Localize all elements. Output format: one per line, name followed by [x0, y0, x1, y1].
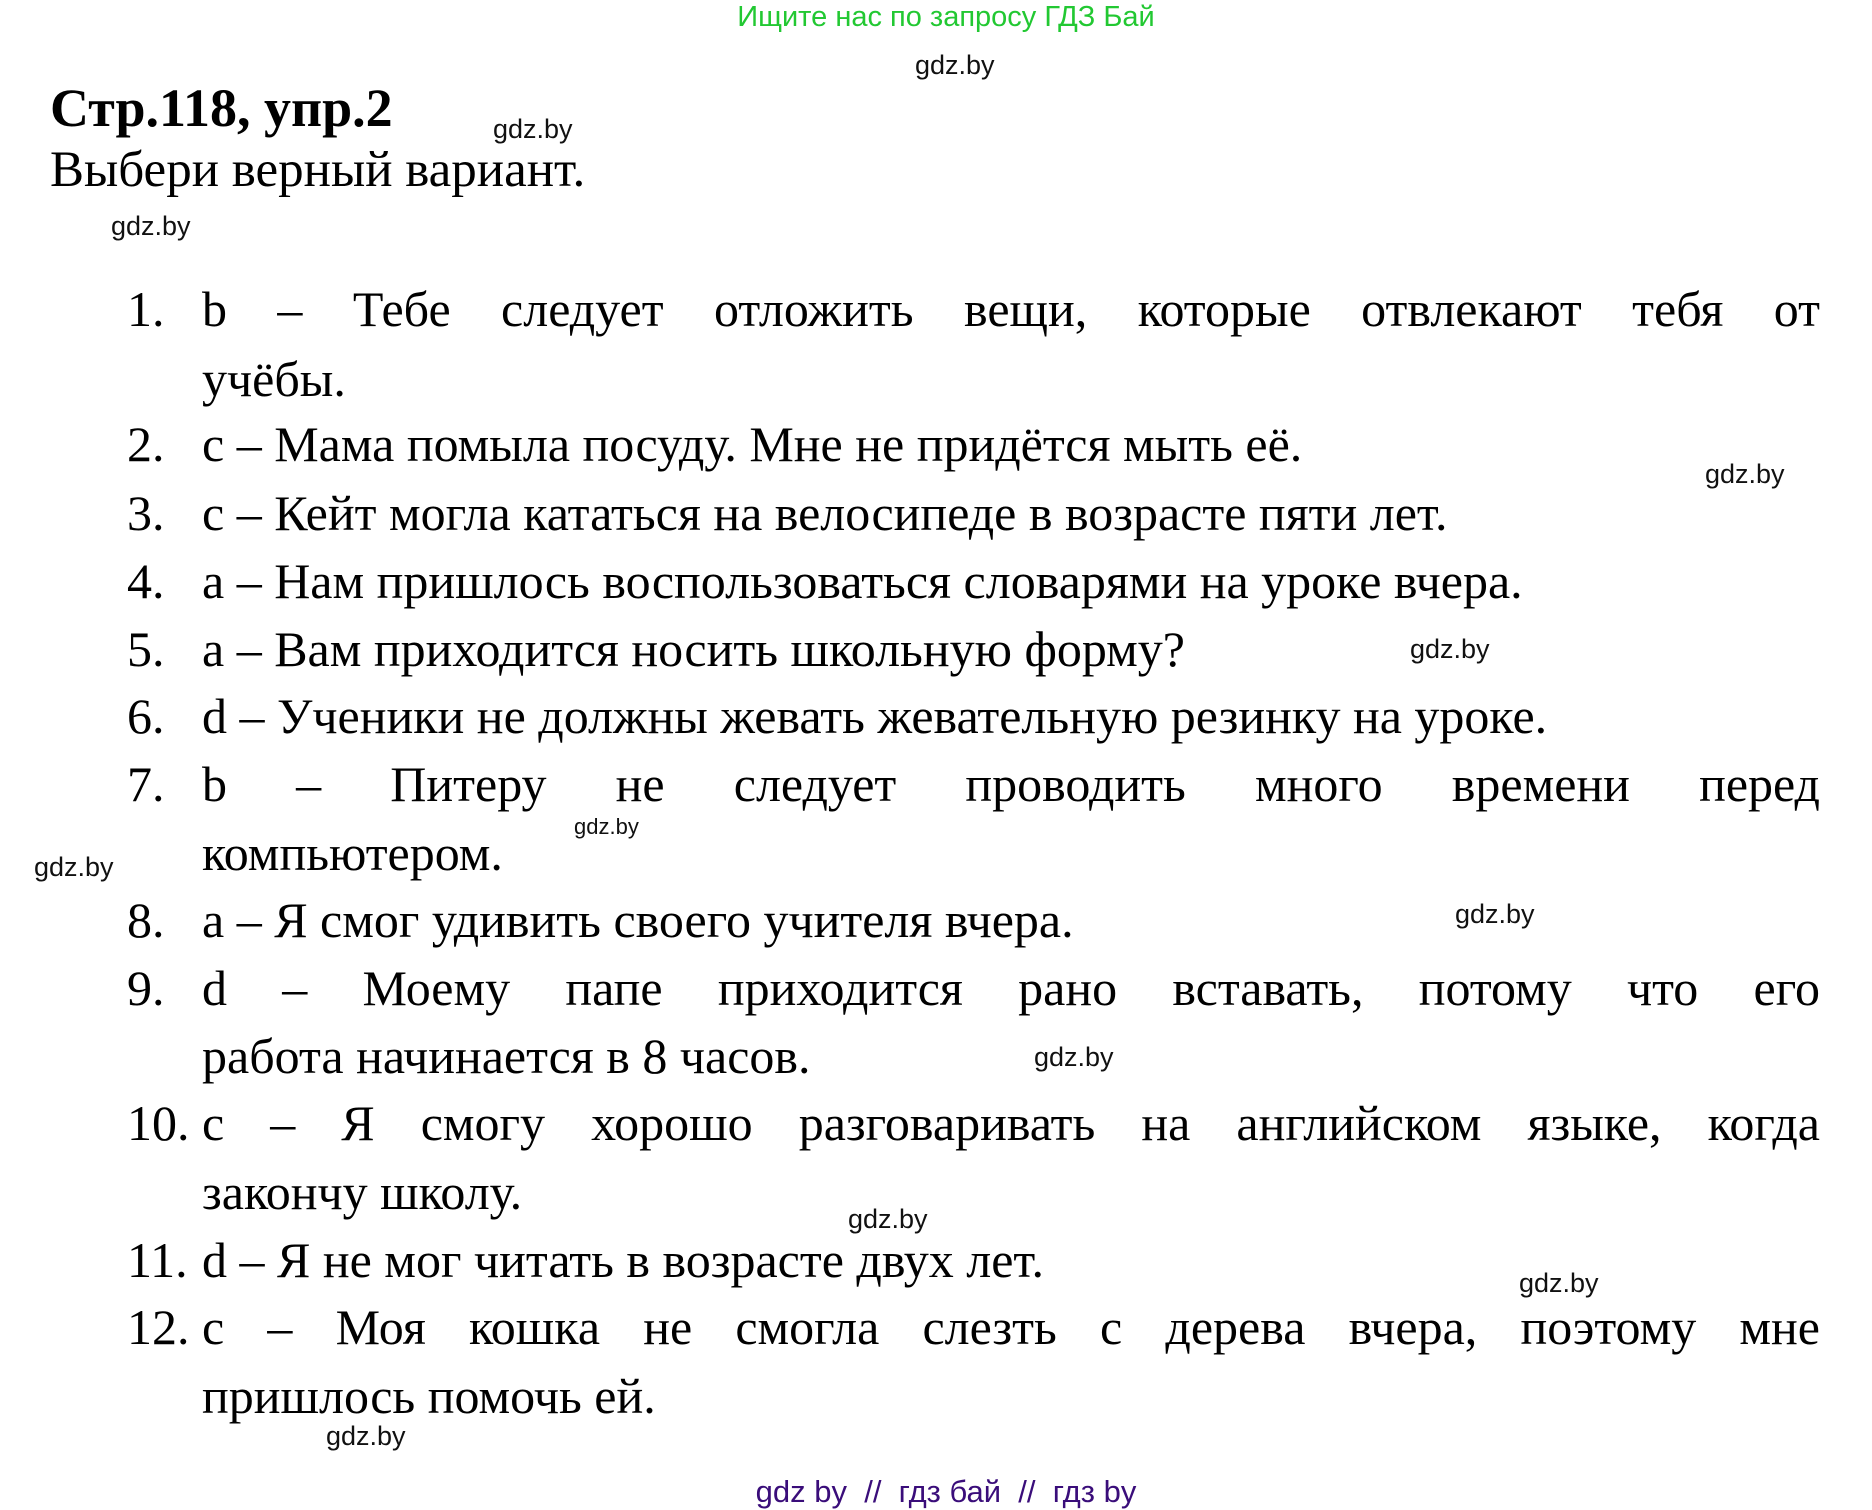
- item-text: b – Тебе следует отложить вещи, которые отвлекают тебя от: [202, 281, 1820, 337]
- item-text: a – Нам пришлось воспользоваться словарями на уроке вчера.: [202, 553, 1523, 609]
- item-text: учёбы.: [202, 351, 346, 407]
- item-text: a – Вам приходится носить школьную форму?: [202, 621, 1185, 677]
- list-item-continuation: [0, 1162, 1872, 1222]
- item-number: 10.: [127, 1095, 190, 1151]
- item-text: c – Мама помыла посуду. Мне не придётся мыть её.: [202, 416, 1303, 472]
- item-text: c – Кейт могла кататься на велосипеде в возрасте пяти лет.: [202, 485, 1448, 541]
- watermark: gdz.by: [1519, 1268, 1599, 1298]
- item-number: 1.: [127, 281, 165, 337]
- list-item: [0, 551, 1872, 611]
- item-text: a – Я смог удивить своего учителя вчера.: [202, 892, 1074, 948]
- watermark: gdz.by: [34, 852, 114, 882]
- watermark: gdz.by: [493, 114, 573, 144]
- list-item: [0, 890, 1872, 950]
- footer-text: gdz by // гдз бай // гдз by: [755, 1474, 1137, 1509]
- list-item: [0, 619, 1872, 679]
- item-number: 7.: [127, 756, 165, 812]
- list-item: [0, 414, 1872, 474]
- list-item: [0, 483, 1872, 543]
- watermark: gdz.by: [326, 1421, 406, 1451]
- item-number: 5.: [127, 621, 165, 677]
- item-number: 11.: [127, 1232, 188, 1288]
- list-item-continuation: [0, 1366, 1872, 1426]
- item-text: c – Моя кошка не смогла слезть с дерева вчера, поэтому мне: [202, 1299, 1820, 1355]
- list-item: [0, 958, 1872, 1018]
- instruction: Выбери верный вариант.: [50, 142, 586, 198]
- item-text: d – Ученики не должны жевать жевательную резинку на уроке.: [202, 688, 1548, 744]
- item-text: работа начинается в 8 часов.: [202, 1028, 811, 1084]
- item-text: пришлось помочь ей.: [202, 1368, 656, 1424]
- item-number: 4.: [127, 553, 165, 609]
- page-title: Стр.118, упр.2: [50, 78, 393, 138]
- watermark: gdz.by: [1705, 459, 1785, 489]
- footer-links: [0, 1474, 1872, 1510]
- list-item-continuation: [0, 1026, 1872, 1086]
- list-item: [0, 686, 1872, 746]
- list-item: [0, 1297, 1872, 1357]
- item-text: закончу школу.: [202, 1164, 523, 1220]
- watermark: gdz.by: [574, 814, 639, 839]
- watermark: gdz.by: [848, 1204, 928, 1234]
- watermark: gdz.by: [1455, 899, 1535, 929]
- item-number: 6.: [127, 688, 165, 744]
- item-text: d – Я не мог читать в возрасте двух лет.: [202, 1232, 1044, 1288]
- item-number: 9.: [127, 960, 165, 1016]
- item-text: c – Я смогу хорошо разговаривать на английском языке, когда: [202, 1095, 1820, 1151]
- watermark: gdz.by: [111, 211, 191, 241]
- item-number: 3.: [127, 485, 165, 541]
- watermark: gdz.by: [1034, 1042, 1114, 1072]
- item-number: 2.: [127, 416, 165, 472]
- list-item: [0, 279, 1872, 339]
- list-item: [0, 754, 1872, 814]
- item-text: компьютером.: [202, 825, 503, 881]
- list-item: [0, 1093, 1872, 1153]
- item-text: d – Моему папе приходится рано вставать, потому что его: [202, 960, 1820, 1016]
- search-banner: Ищите нас по запросу ГДЗ Бай: [737, 1, 1155, 33]
- watermark: gdz.by: [915, 50, 995, 80]
- watermark: gdz.by: [1410, 634, 1490, 664]
- list-item-continuation: [0, 823, 1872, 883]
- list-item-continuation: [0, 349, 1872, 409]
- item-text: b – Питеру не следует проводить много времени перед: [202, 756, 1820, 812]
- list-item: [0, 1230, 1872, 1290]
- item-number: 12.: [127, 1299, 190, 1355]
- item-number: 8.: [127, 892, 165, 948]
